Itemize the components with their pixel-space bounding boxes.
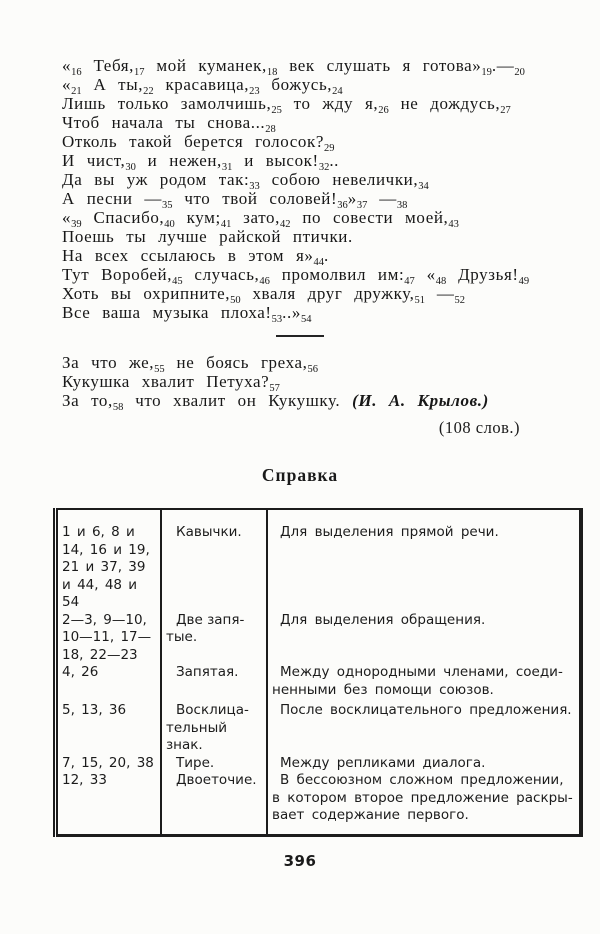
poem-line: «$_{16}$ $Тебя,_{17}$ мой $куманек,_{18}$ век слушать я $готова»_{19}.—_{20}$ (62, 56, 525, 78)
cell-purpose: В бессоюзном сложном предложении, в котором второе предложение раскрывает содержание первого. (272, 772, 573, 823)
cell-punctuation-mark: Запятая. (161, 664, 267, 702)
poem-line: Отколь такой берется $голосок?_{29}$ (62, 132, 335, 154)
table-row (56, 702, 582, 755)
reference-heading: Справка (261, 465, 339, 485)
poem-line: За $то,_{58}$ что хвалит он Кукушку. (И. А. Крылов.) (62, 391, 489, 413)
cell-purpose: Для выделения обращения. (280, 611, 486, 628)
poem-line: Чтоб начала ты $снова..._{28}$ (62, 113, 276, 135)
cell-purpose: Для выделения прямой речи. (280, 524, 499, 540)
poem-line: И $чист,_{30}$ и $нежен,_{31}$ и $высок!_{32}$.. (62, 151, 340, 173)
table-row (56, 664, 582, 702)
poem-line: «$_{21}$ А $ты,_{22}$ $красавица,_{23}$ $божусь,_{24}$ (62, 75, 343, 97)
table-row (56, 755, 582, 773)
poem-line: «$_{39}$ $Спасибо,_{40}$ $кум;_{41}$ $зато,_{42}$ по совести $моей,_{43}$ (62, 208, 459, 230)
cell-line-numbers: 1 и 6, 8 и 14, 16 и 19, 21 и 37, 39 и 44, 48 и 54 (56, 509, 162, 612)
page-number: 396 (283, 851, 317, 870)
table-row (56, 509, 582, 612)
poem-line: Да вы уж родом $так:_{33}$ собою $невелички,_{34}$ (62, 170, 429, 192)
section-separator-line (276, 335, 324, 337)
cell-line-numbers: 7, 15, 20, 38 (56, 755, 162, 773)
word-count: (108 слов.) (438, 418, 520, 437)
poem-stanza-1 (62, 56, 545, 325)
cell-punctuation-mark: Двоеточие. (161, 772, 267, 835)
cell-line-numbers: 2—3, 9—10, 10—11, 17—18, 22—23 (56, 612, 162, 665)
cell-punctuation-mark: Тире. (161, 755, 267, 773)
cell-line-numbers: 4, 26 (56, 664, 162, 702)
poem-line: Все ваша музыка $плоха!_{53}..»_{54}$ (62, 303, 312, 325)
cell-punctuation-mark: Восклицательный знак. (161, 702, 267, 755)
cell-punctuation-mark: Две запятые. (161, 612, 267, 665)
poem-line: Кукушка хвалит $Петуха?_{57}$ (62, 372, 280, 394)
cell-purpose: Между репликами диалога. (280, 754, 486, 771)
poem-line: Поешь ты лучше райской птички. (62, 227, 353, 246)
cell-purpose: Между однородными членами, соединенными без помощи союзов. (272, 664, 563, 698)
poem-line: А песни $—_{35}$ что твой $соловей!_{36}»_{37}$ $—_{38}$ (62, 189, 408, 211)
poem-line: Лишь только $замолчишь,_{25}$ то жду $я,_{26}$ не $дождусь,_{27}$ (62, 94, 511, 116)
poem-line: На всех ссылаюсь в этом $я»_{44}$. (62, 246, 329, 268)
table-row (56, 612, 582, 665)
table-row (56, 772, 582, 835)
punctuation-table (53, 508, 583, 837)
cell-line-numbers: 12, 33 (56, 772, 162, 835)
cell-punctuation-mark: Кавычки. (161, 509, 267, 612)
poem-line: Тут $Воробей,_{45}$ $случась,_{46}$ промолвил $им:_{47}$ «$_{48}$ $Друзья!_{49}$ (62, 265, 530, 287)
poem-stanza-2 (62, 353, 545, 413)
poem-excerpt (62, 56, 545, 438)
cell-purpose: После восклицательного предложения. (280, 702, 572, 718)
poem-line: За что $же,_{55}$ не боясь $греха,_{56}$ (62, 353, 318, 375)
cell-line-numbers: 5, 13, 36 (56, 702, 162, 755)
poem-line: Хоть вы $охрипните,_{50}$ хваля друг $дружку,_{51}$ $—_{52}$ (62, 284, 465, 306)
